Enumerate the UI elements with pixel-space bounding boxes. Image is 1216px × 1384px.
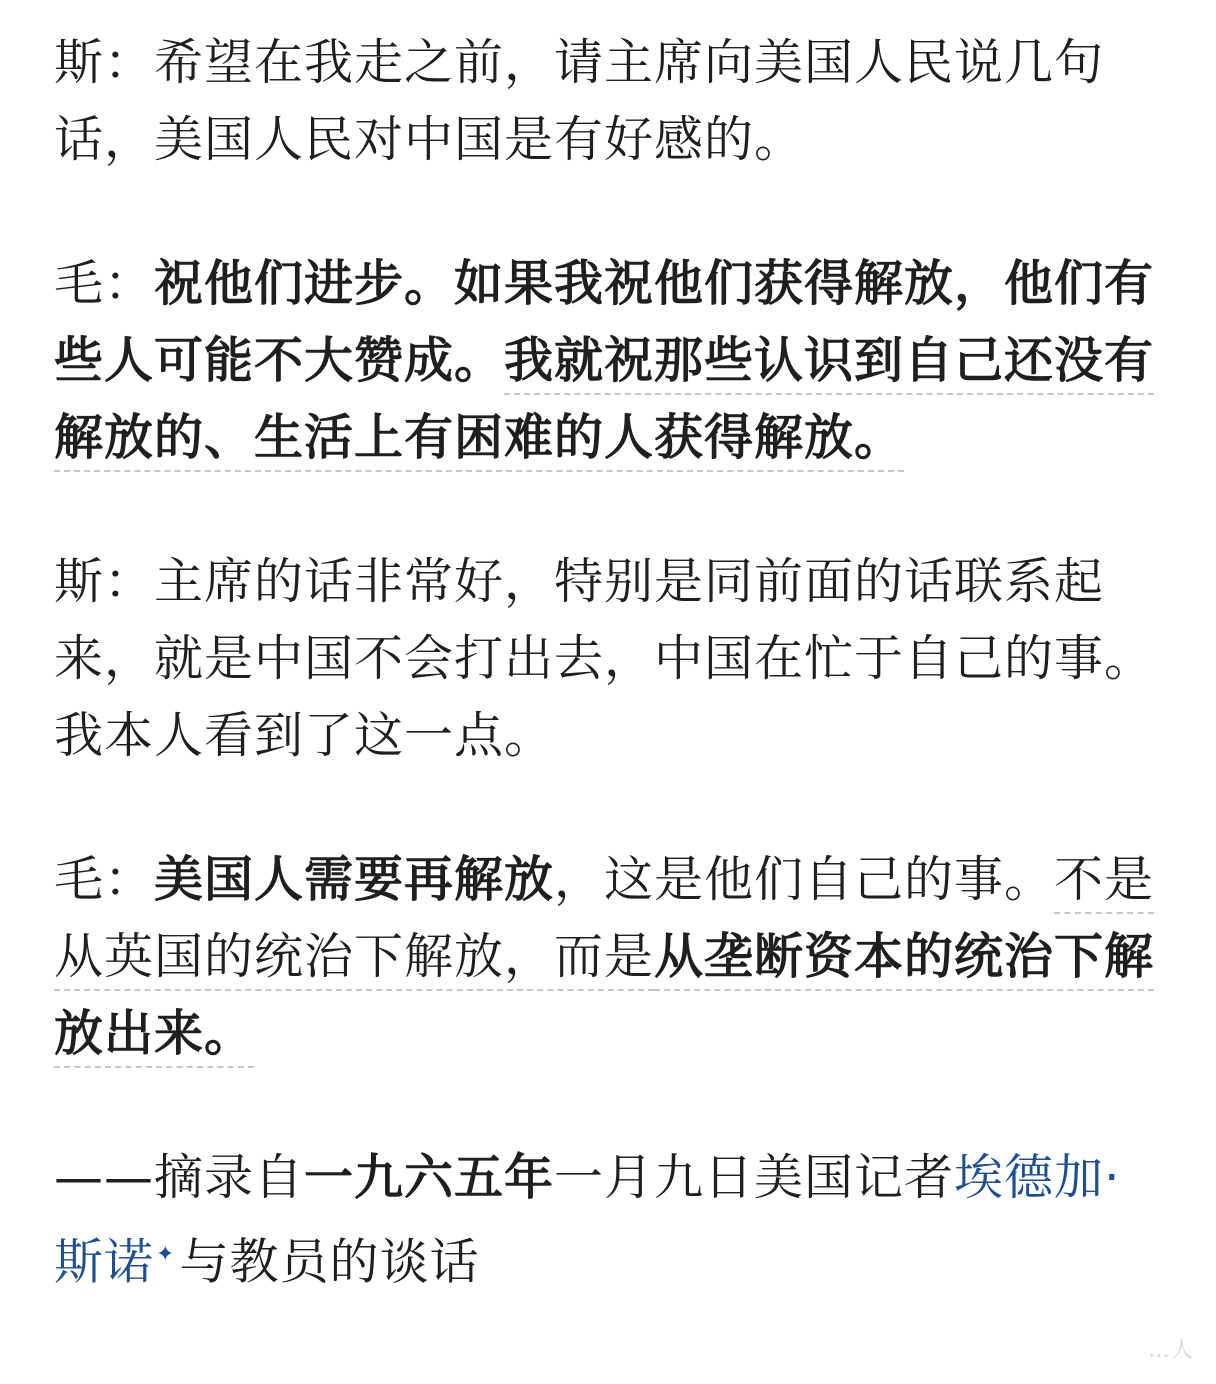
paragraph bbox=[54, 841, 1164, 1072]
text-segment: 不是从英国的统治下解放，而是 bbox=[54, 851, 1154, 991]
text-segment: 与教员的谈话 bbox=[179, 1233, 480, 1291]
text-segment: 从垄断资本的统治下解放出来。 bbox=[54, 928, 1154, 1068]
text-segment: 美国人需要再解放 bbox=[154, 851, 555, 908]
text-segment: ，这是他们自己的事。 bbox=[554, 851, 1055, 908]
text-segment: 祝他们进步。如果我祝他们获得解放，他们有些人可能不大赞成。 bbox=[54, 255, 1155, 389]
link-marker-icon[interactable]: ✦ bbox=[156, 1242, 176, 1267]
text-segment: 斯：希望在我走之前，请主席向美国人民说几句话，美国人民对中国是有好感的。 bbox=[54, 34, 1105, 168]
paragraph bbox=[54, 543, 1164, 774]
text-segment: ——摘录自 bbox=[54, 1149, 305, 1206]
text-segment: 毛： bbox=[54, 851, 155, 908]
paragraph bbox=[54, 245, 1164, 476]
paragraph bbox=[54, 1139, 1164, 1300]
paragraph bbox=[54, 24, 1164, 178]
text-segment: 我就祝那些认识到自己还没有解放的、生活上有困难的人获得解放。 bbox=[54, 332, 1154, 472]
person-link[interactable]: 埃德加·斯诺 bbox=[54, 1149, 1121, 1291]
watermark: …人 bbox=[1147, 1338, 1194, 1363]
text-segment: 斯：主席的话非常好，特别是同前面的话联系起来，就是中国不会打出去，中国在忙于自己的事。我本人看到了这一点。 bbox=[54, 553, 1155, 764]
text-segment: 一月九日美国记者 bbox=[554, 1149, 955, 1206]
text-segment: 一九六五年 bbox=[304, 1149, 555, 1206]
text-segment: 毛： bbox=[54, 255, 155, 312]
article-body bbox=[54, 24, 1164, 1300]
